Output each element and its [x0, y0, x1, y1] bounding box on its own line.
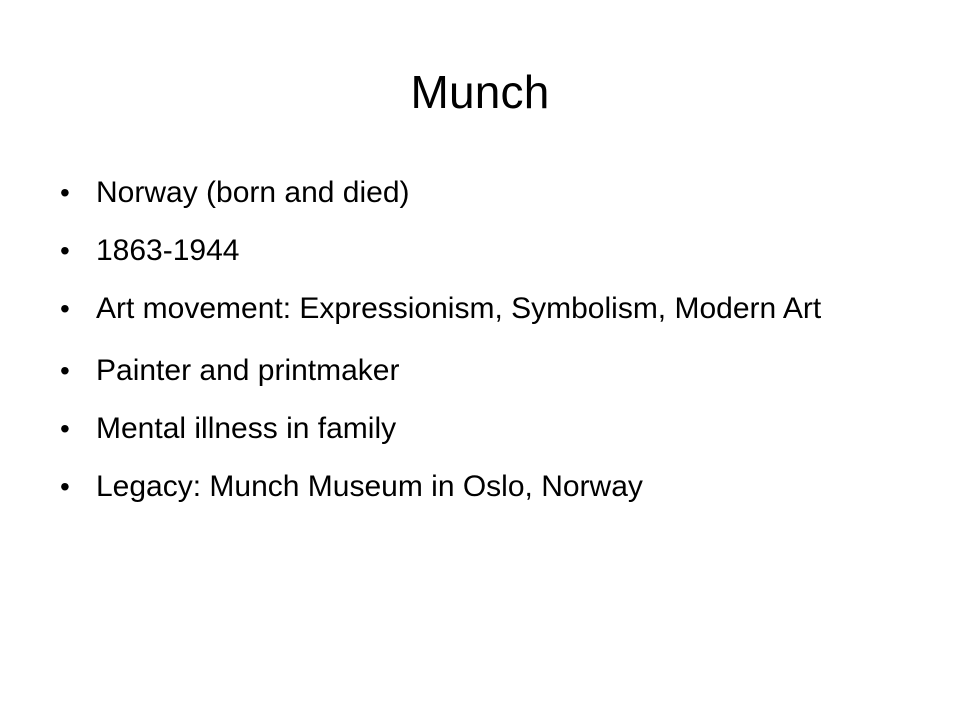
bullet-item [60, 469, 860, 505]
bullet-item [60, 291, 860, 327]
bullet-text: Art movement: Expressionism, Symbolism, Modern Art [96, 292, 822, 325]
bullet-dot-icon: • [60, 293, 70, 324]
bullet-dot-icon: • [60, 413, 70, 444]
bullet-dot-icon: • [60, 177, 70, 208]
bullet-item [60, 233, 860, 269]
bullet-dot-icon: • [60, 355, 70, 386]
bullet-dot-icon: • [60, 471, 70, 502]
bullet-text: Mental illness in family [96, 412, 397, 445]
bullet-dot-icon: • [60, 235, 70, 266]
bullet-text: Painter and printmaker [96, 354, 400, 387]
bullet-text: Legacy: Munch Museum in Oslo, Norway [96, 470, 643, 503]
bullet-list [60, 175, 860, 527]
bullet-text: 1863-1944 [96, 234, 240, 267]
bullet-item [60, 175, 860, 211]
bullet-text: Norway (born and died) [96, 176, 410, 209]
bullet-item [60, 353, 860, 389]
slide-title: Munch [410, 66, 550, 118]
bullet-item [60, 411, 860, 447]
